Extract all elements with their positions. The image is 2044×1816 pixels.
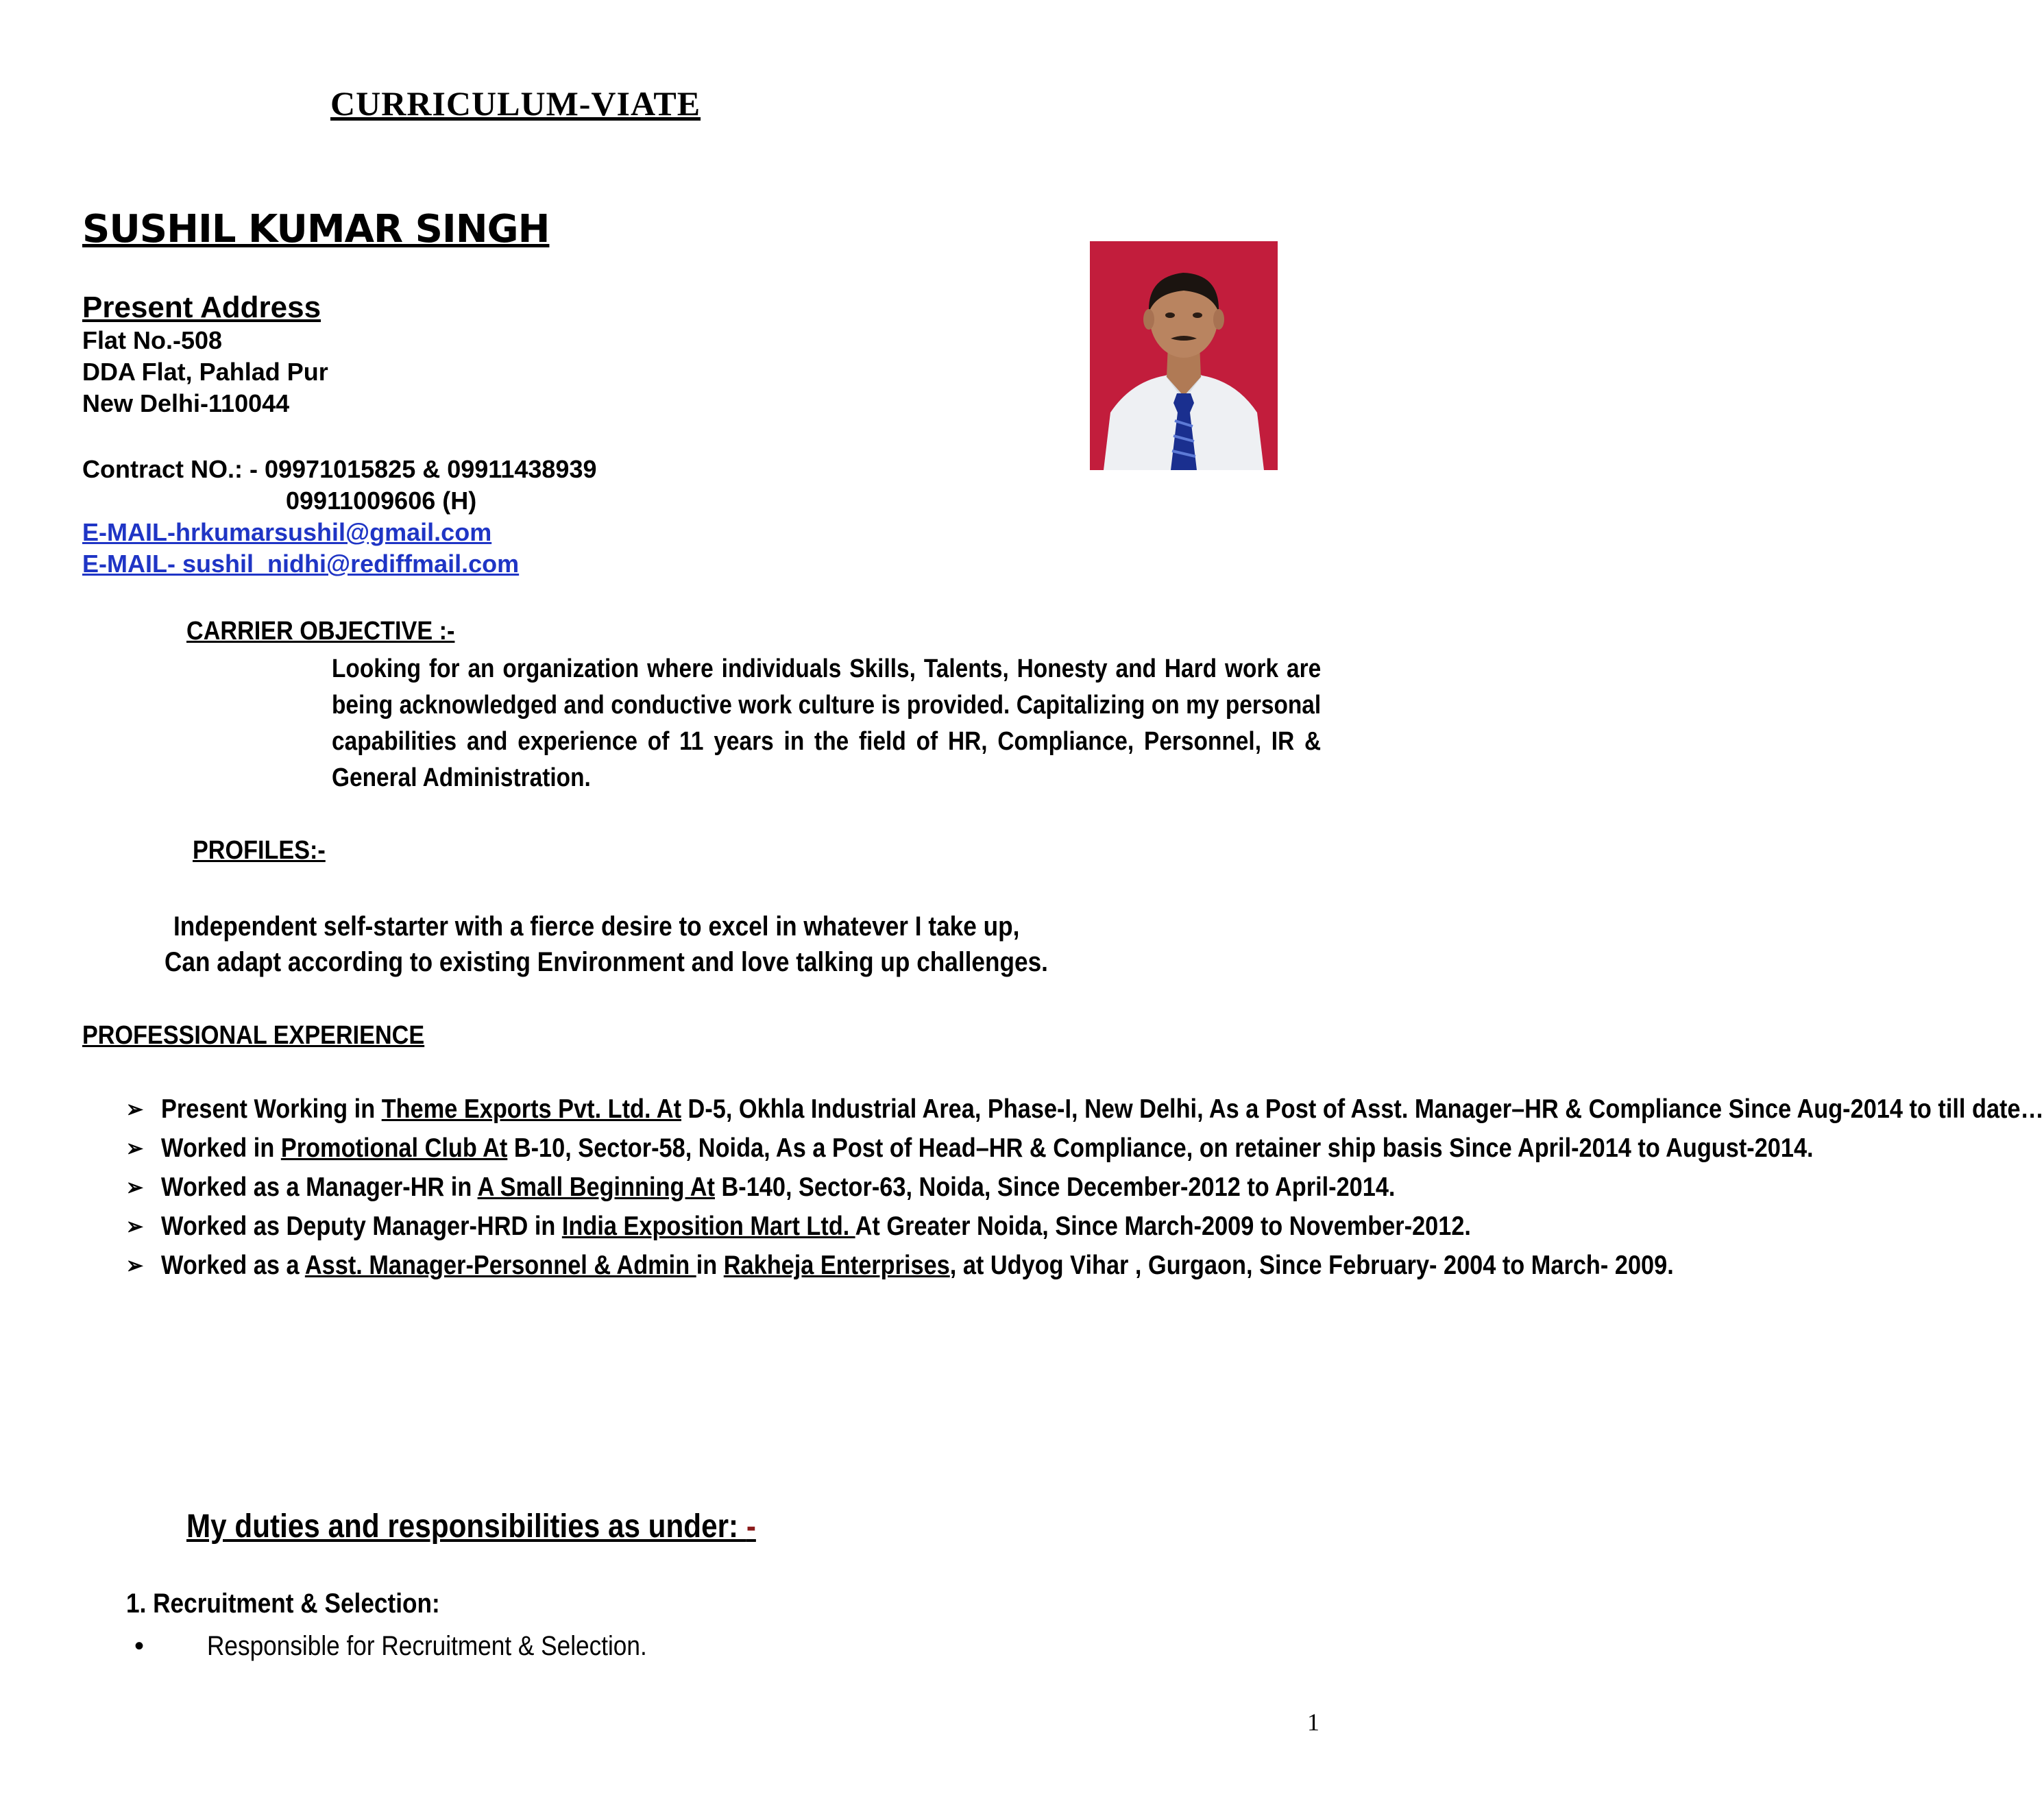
company-name: A Small Beginning At xyxy=(477,1173,715,1202)
experience-item: ➢ Worked as a Asst. Manager-Personnel & Admin in Rakheja Enterprises, at Udyog Vihar , Gurgaon, Since February- 2004 to March- 2009. xyxy=(126,1247,1350,1284)
company-name: Rakheja Enterprises xyxy=(723,1251,950,1280)
address-line-2: DDA Flat, Pahlad Pur xyxy=(82,358,328,386)
arrow-bullet-icon: ➢ xyxy=(126,1096,144,1122)
page-number: 1 xyxy=(1307,1708,1319,1736)
experience-item: ➢ Worked as a Manager-HR in A Small Beginning At B-140, Sector-63, Noida, Since December-2012 to April-2014. xyxy=(126,1169,1350,1206)
contact-home-number: 09911009606 (H) xyxy=(286,487,477,515)
job-title: Asst. Manager-Personnel & Admin xyxy=(304,1251,696,1280)
experience-heading: PROFESSIONAL EXPERIENCE xyxy=(82,1021,425,1050)
experience-item: ➢ Present Working in Theme Exports Pvt. Ltd. At D-5, Okhla Industrial Area, Phase-I, New Delhi, As a Post of Asst. Manager–HR & Compliance Since Aug-2014 to till date… xyxy=(126,1091,1350,1128)
experience-item: ➢ Worked as Deputy Manager-HRD in India Exposition Mart Ltd. At Greater Noida, Since March-2009 to November-2012. xyxy=(126,1208,1350,1245)
profiles-heading: PROFILES:- xyxy=(193,836,326,865)
duties-heading: My duties and responsibilities as under: - xyxy=(186,1508,756,1545)
address-line-3: New Delhi-110044 xyxy=(82,389,290,417)
company-name: India Exposition Mart Ltd. xyxy=(561,1212,855,1241)
profile-photo xyxy=(1090,241,1278,470)
objective-heading: CARRIER OBJECTIVE :- xyxy=(186,617,455,646)
profiles-line-2: Can adapt according to existing Environment and love talking up challenges. xyxy=(165,947,1048,977)
section-recruitment-heading: 1. Recruitment & Selection: xyxy=(126,1588,440,1619)
experience-item: ➢ Worked in Promotional Club At B-10, Sector-58, Noida, As a Post of Head–HR & Compliance, on retainer ship basis Since April-2014 to August-2014. xyxy=(126,1130,1350,1167)
arrow-bullet-icon: ➢ xyxy=(126,1175,144,1201)
recruitment-item: Responsible for Recruitment & Selection. xyxy=(207,1631,647,1661)
email-link-2[interactable]: E-MAIL- sushil_nidhi@rediffmail.com xyxy=(82,550,520,578)
address-line-1: Flat No.-508 xyxy=(82,326,223,354)
objective-text: Looking for an organization where individuals Skills, Talents, Honesty and Hard work are being acknowledged and conductive work culture is provided. Capitalizing on my personal capabilities and experience of 11 years in the field of HR, Compliance, Personnel, IR & General Administration. xyxy=(332,654,1322,792)
company-name: Promotional Club At xyxy=(280,1133,508,1163)
document-title: CURRICULUM-VIATE xyxy=(330,84,701,123)
company-name: Theme Exports Pvt. Ltd. At xyxy=(381,1094,682,1124)
arrow-bullet-icon: ➢ xyxy=(126,1253,144,1279)
present-address-heading: Present Address xyxy=(82,291,321,324)
profiles-line-1: Independent self-starter with a fierce desire to excel in whatever I take up, xyxy=(173,911,1020,942)
arrow-bullet-icon: ➢ xyxy=(126,1136,144,1162)
experience-list xyxy=(126,1091,2044,1286)
bullet-icon: • xyxy=(134,1631,145,1661)
contact-numbers: Contract NO.: - 09971015825 & 09911438939 xyxy=(82,455,597,483)
email-link-1[interactable]: E-MAIL-hrkumarsushil@gmail.com xyxy=(82,518,492,546)
candidate-name: SUSHIL KUMAR SINGH xyxy=(82,207,550,251)
arrow-bullet-icon: ➢ xyxy=(126,1214,144,1240)
